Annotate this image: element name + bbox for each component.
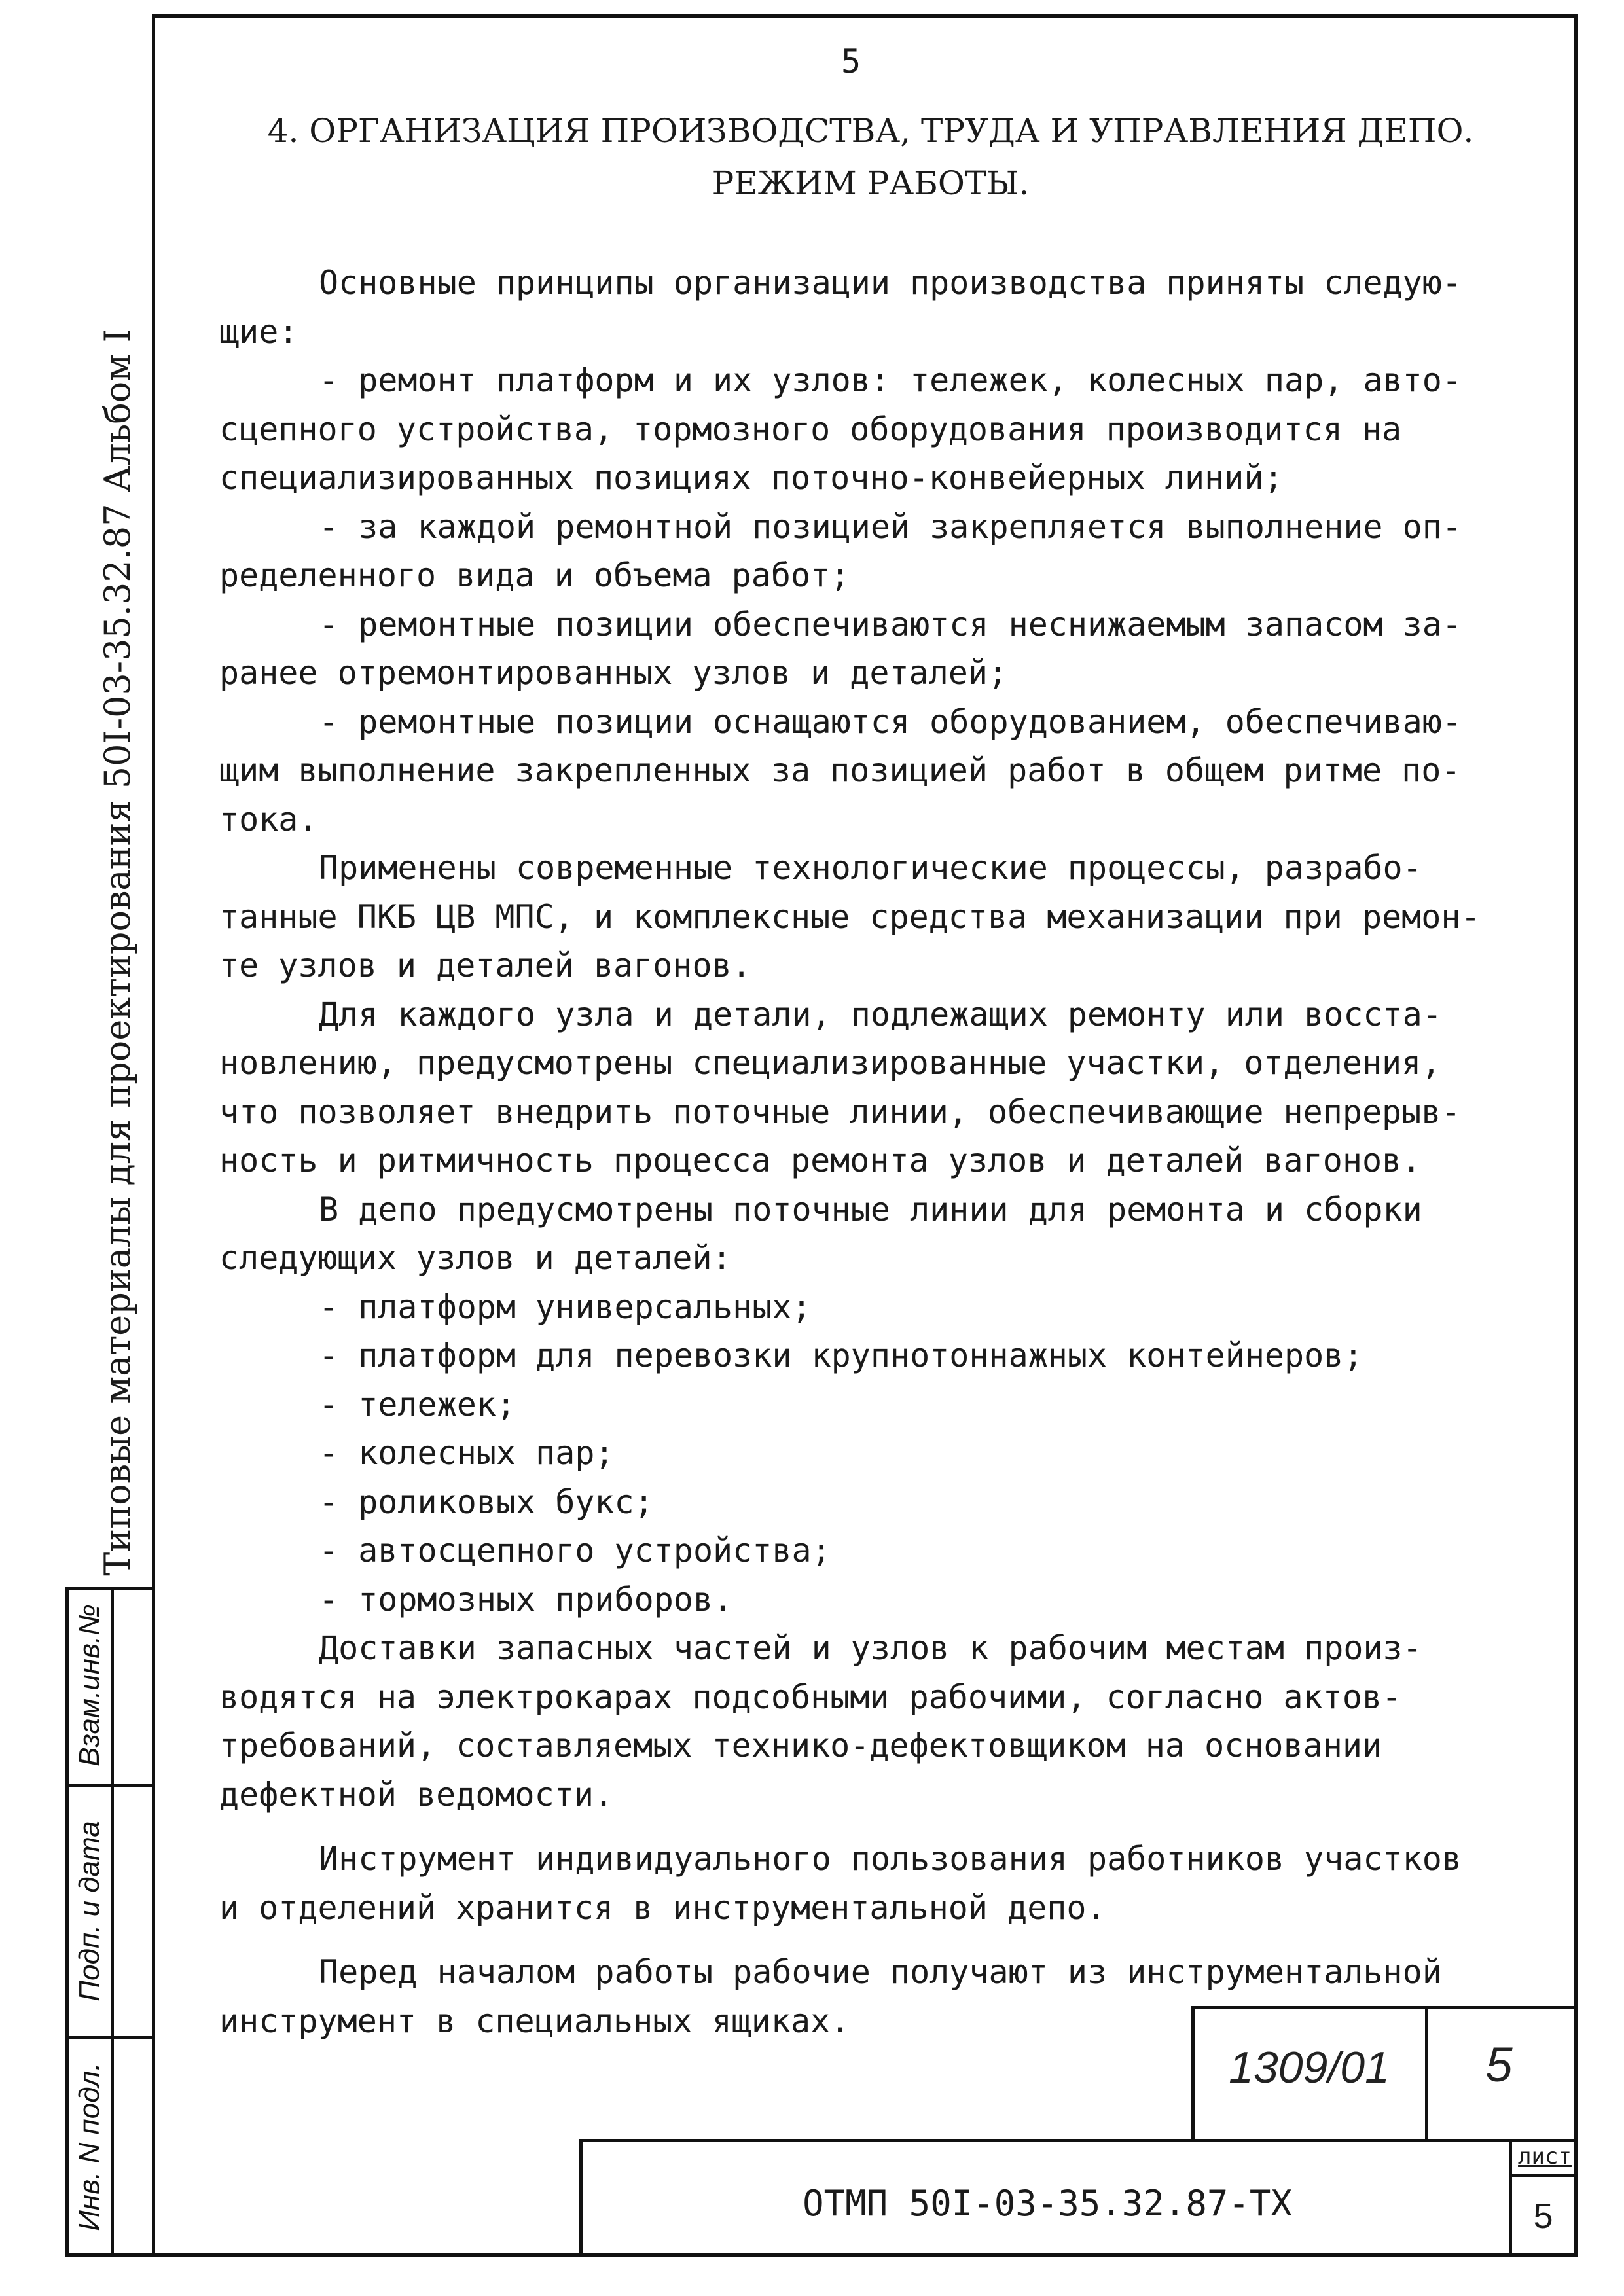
body-line: Основные принципы организации производства приняты следую-	[319, 264, 1462, 302]
section-heading	[249, 105, 1492, 209]
body-line: сцепного устройства, тормозного оборудования производится на	[219, 410, 1402, 448]
list-item: - тележек;	[319, 1385, 516, 1424]
body-line: ределенного вида и объема работ;	[219, 556, 850, 594]
side-strip-divider	[111, 1587, 114, 2257]
body-line: специализированных позициях поточно-конвейерных линий;	[219, 459, 1284, 497]
body-line: Инструмент индивидуального пользования работников участков	[319, 1840, 1462, 1878]
stamp-designation: ОТМП 50I-03-35.32.87-ТХ	[803, 2183, 1292, 2224]
page-number: 5	[840, 43, 861, 81]
body-line: требований, составляемых технико-дефектовщиком на основании	[219, 1727, 1382, 1765]
body-line: - ремонт платформ и их узлов: тележек, колесных пар, авто-	[319, 361, 1462, 399]
body-line: инструмент в специальных ящиках.	[219, 2001, 850, 2040]
body-line: ранее отремонтированных узлов и деталей;	[219, 654, 1008, 692]
list-item: - автосцепного устройства;	[319, 1532, 831, 1570]
stamp-handwritten-sheet: 5	[1485, 2037, 1513, 2092]
body-line: следующих узлов и деталей:	[219, 1239, 732, 1277]
body-line: и отделений хранится в инструментальной депо.	[219, 1888, 1106, 1927]
heading-line-1: 4. ОРГАНИЗАЦИЯ ПРОИЗВОДСТВА, ТРУДА И УПРАВЛЕНИЯ ДЕПО.	[267, 112, 1474, 150]
stamp-sheet-number: 5	[1533, 2197, 1553, 2236]
list-item: - платформ универсальных;	[319, 1287, 812, 1326]
body-line: водятся на электрокарах подсобными рабочими, согласно актов-	[219, 1677, 1402, 1716]
body-line: - за каждой ремонтной позицией закрепляется выполнение оп-	[319, 507, 1462, 546]
body-line: те узлов и деталей вагонов.	[219, 946, 751, 984]
body-line: ность и ритмичность процесса ремонта узлов и деталей вагонов.	[219, 1141, 1422, 1179]
list-item: - колесных пар;	[319, 1434, 615, 1472]
side-strip-label-replacement: Взам.инв.№	[73, 1604, 105, 1767]
body-line: дефектной ведомости.	[219, 1775, 614, 1814]
body-line: танные ПКБ ЦВ МПС, и комплексные средства механизации при ремон-	[219, 897, 1481, 936]
stamp-document-code: 1309/01	[1229, 2043, 1390, 2092]
body-line: - ремонтные позиции обеспечиваются неснижаемым запасом за-	[319, 605, 1462, 643]
body-line: В депо предусмотрены поточные линии для ремонта и сборки	[319, 1190, 1422, 1229]
body-line: новлению, предусмотрены специализированные участки, отделения,	[219, 1044, 1441, 1082]
stamp-sheet-divider	[1509, 2174, 1578, 2177]
heading-line-2: РЕЖИМ РАБОТЫ.	[712, 164, 1030, 202]
body-line: что позволяет внедрить поточные линии, обеспечивающие непрерыв-	[219, 1092, 1461, 1131]
body-text	[219, 259, 1535, 2045]
body-line: Перед началом работы рабочие получают из инструментальной	[319, 1953, 1442, 1991]
body-line: щим выполнение закрепленных за позицией работ в общем ритме по-	[219, 751, 1461, 789]
body-line: тока.	[219, 800, 318, 838]
body-line: Для каждого узла и детали, подлежащих ремонту или восста-	[319, 995, 1442, 1033]
body-line: Доставки запасных частей и узлов к рабочим местам произ-	[319, 1629, 1422, 1667]
body-line: Применены современные технологические процессы, разрабо-	[319, 849, 1422, 887]
body-line: - ремонтные позиции оснащаются оборудованием, обеспечиваю-	[319, 702, 1462, 741]
side-album-title: Типовые материалы для проектирования 50I-03-35.32.87 Альбом I	[97, 329, 138, 1576]
body-line: щие:	[219, 312, 298, 351]
list-item: - роликовых букс;	[319, 1482, 654, 1521]
stamp-sheet-label: лист	[1518, 2144, 1572, 2170]
list-item: - платформ для перевозки крупнотоннажных контейнеров;	[319, 1336, 1363, 1374]
list-item: - тормозных приборов.	[319, 1580, 733, 1619]
side-strip-label-original-number: Инв. N подл.	[73, 2062, 105, 2231]
side-strip-label-signature-date: Подп. и дата	[73, 1821, 105, 2001]
